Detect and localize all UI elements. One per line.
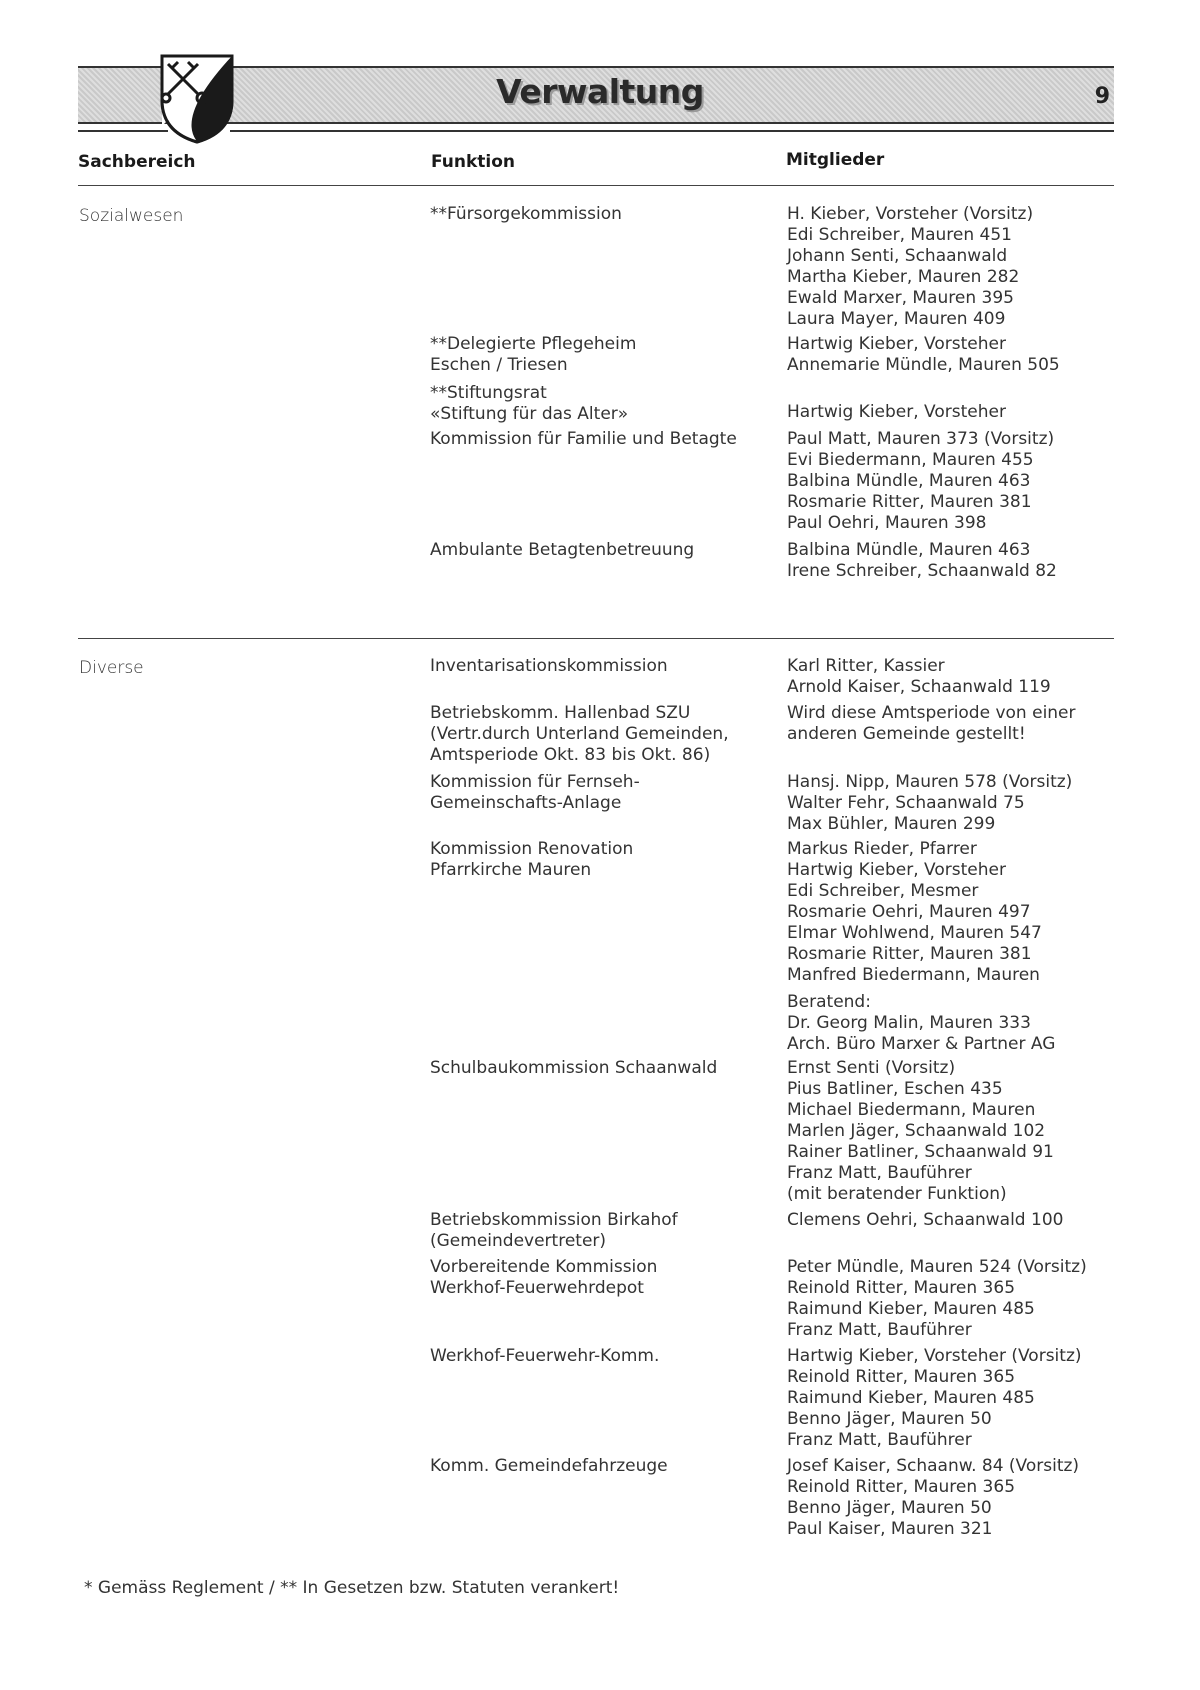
- member: Annemarie Mündle, Mauren 505: [787, 355, 1060, 375]
- member: Franz Matt, Bauführer: [787, 1430, 972, 1450]
- function-name: Betriebskomm. Hallenbad SZU (Vertr.durch Unterland Gemeinden, Amtsperiode Okt. 83 bis Okt. 86): [430, 703, 729, 765]
- member: Rosmarie Ritter, Mauren 381: [787, 492, 1032, 512]
- member: Irene Schreiber, Schaanwald 82: [787, 561, 1057, 581]
- member: Karl Ritter, Kassier: [787, 656, 945, 676]
- coat-of-arms-crossed-keys-icon: [158, 54, 236, 144]
- member: anderen Gemeinde gestellt!: [787, 724, 1026, 744]
- member: Peter Mündle, Mauren 524 (Vorsitz): [787, 1257, 1087, 1277]
- page-title: Verwaltung: [496, 72, 704, 111]
- member-list: [787, 334, 1127, 376]
- member: Arch. Büro Marxer & Partner AG: [787, 1034, 1056, 1054]
- member-list: [787, 402, 1127, 423]
- member: Edi Schreiber, Mesmer: [787, 881, 979, 901]
- member: Wird diese Amtsperiode von einer: [787, 703, 1076, 723]
- member: Reinold Ritter, Mauren 365: [787, 1367, 1016, 1387]
- member-list: [787, 204, 1127, 330]
- member-list: [787, 1346, 1127, 1451]
- function-name: Betriebskommission Birkahof (Gemeindevertreter): [430, 1210, 678, 1251]
- member: Manfred Biedermann, Mauren: [787, 965, 1040, 985]
- member: Benno Jäger, Mauren 50: [787, 1498, 992, 1518]
- member: Rainer Batliner, Schaanwald 91: [787, 1142, 1054, 1162]
- function-name: Vorbereitende Kommission Werkhof-Feuerwehrdepot: [430, 1257, 658, 1298]
- function-name: **Stiftungsrat «Stiftung für das Alter»: [430, 383, 629, 424]
- member: Beratend:: [787, 992, 871, 1012]
- function-name: Kommission Renovation Pfarrkirche Mauren: [430, 839, 634, 880]
- member: Marlen Jäger, Schaanwald 102: [787, 1121, 1046, 1141]
- member: Benno Jäger, Mauren 50: [787, 1409, 992, 1429]
- member: Balbina Mündle, Mauren 463: [787, 471, 1031, 491]
- member: Laura Mayer, Mauren 409: [787, 309, 1006, 329]
- member: (mit beratender Funktion): [787, 1184, 1007, 1204]
- member: Edi Schreiber, Mauren 451: [787, 225, 1012, 245]
- member: Hartwig Kieber, Vorsteher: [787, 334, 1006, 354]
- member: Ewald Marxer, Mauren 395: [787, 288, 1014, 308]
- function-name: **Delegierte Pflegeheim Eschen / Triesen: [430, 334, 637, 375]
- member: Franz Matt, Bauführer: [787, 1320, 972, 1340]
- member: Raimund Kieber, Mauren 485: [787, 1299, 1035, 1319]
- function-name: **Fürsorgekommission: [430, 204, 622, 224]
- member-list: [787, 772, 1127, 835]
- member: Hartwig Kieber, Vorsteher: [787, 860, 1006, 880]
- member: Paul Matt, Mauren 373 (Vorsitz): [787, 429, 1055, 449]
- member: Hartwig Kieber, Vorsteher (Vorsitz): [787, 1346, 1082, 1366]
- function-name: Werkhof-Feuerwehr-Komm.: [430, 1346, 660, 1366]
- member: Martha Kieber, Mauren 282: [787, 267, 1020, 287]
- function-name: Komm. Gemeindefahrzeuge: [430, 1456, 668, 1476]
- member: Dr. Georg Malin, Mauren 333: [787, 1013, 1031, 1033]
- member: Rosmarie Ritter, Mauren 381: [787, 944, 1032, 964]
- member: Reinold Ritter, Mauren 365: [787, 1278, 1016, 1298]
- member-list: [787, 429, 1127, 534]
- member: Ernst Senti (Vorsitz): [787, 1058, 956, 1078]
- member: Balbina Mündle, Mauren 463: [787, 540, 1031, 560]
- member-list: [787, 1257, 1127, 1341]
- member: Josef Kaiser, Schaanw. 84 (Vorsitz): [787, 1456, 1080, 1476]
- column-header-funktion: Funktion: [431, 152, 516, 172]
- header-rule: [78, 130, 168, 132]
- member: Walter Fehr, Schaanwald 75: [787, 793, 1025, 813]
- member: Evi Biedermann, Mauren 455: [787, 450, 1034, 470]
- member: Clemens Oehri, Schaanwald 100: [787, 1210, 1064, 1230]
- header-rule: [230, 130, 1114, 132]
- member: Michael Biedermann, Mauren: [787, 1100, 1036, 1120]
- member: Elmar Wohlwend, Mauren 547: [787, 923, 1042, 943]
- function-name: Kommission für Fernseh- Gemeinschafts-Anlage: [430, 772, 640, 813]
- function-name: Schulbaukommission Schaanwald: [430, 1058, 718, 1078]
- function-name: Kommission für Familie und Betagte: [430, 429, 737, 449]
- member: Markus Rieder, Pfarrer: [787, 839, 977, 859]
- member: H. Kieber, Vorsteher (Vorsitz): [787, 204, 1034, 224]
- member: Hartwig Kieber, Vorsteher: [787, 402, 1006, 422]
- member: Hansj. Nipp, Mauren 578 (Vorsitz): [787, 772, 1073, 792]
- function-name: Inventarisationskommission: [430, 656, 668, 676]
- member-list: [787, 656, 1127, 698]
- member-list: [787, 540, 1127, 582]
- page-number: 9: [1094, 84, 1110, 109]
- member: Pius Batliner, Eschen 435: [787, 1079, 1003, 1099]
- footnote: * Gemäss Reglement / ** In Gesetzen bzw. Statuten verankert!: [84, 1578, 620, 1598]
- section-divider: [78, 638, 1114, 639]
- member: Arnold Kaiser, Schaanwald 119: [787, 677, 1051, 697]
- member-list: [787, 1058, 1127, 1205]
- function-name: Ambulante Betagtenbetreuung: [430, 540, 695, 560]
- member-list: [787, 839, 1127, 1055]
- member-list: [787, 703, 1127, 745]
- member: Paul Oehri, Mauren 398: [787, 513, 987, 533]
- section-label-sozialwesen: Sozialwesen: [79, 206, 184, 226]
- column-header-mitglieder: Mitglieder: [786, 150, 885, 170]
- member: Franz Matt, Bauführer: [787, 1163, 972, 1183]
- member: Johann Senti, Schaanwald: [787, 246, 1008, 266]
- member: Reinold Ritter, Mauren 365: [787, 1477, 1016, 1497]
- column-header-sachbereich: Sachbereich: [78, 152, 196, 172]
- member-list: [787, 1456, 1127, 1540]
- member: Max Bühler, Mauren 299: [787, 814, 996, 834]
- section-label-diverse: Diverse: [79, 658, 144, 678]
- header-divider: [78, 185, 1114, 186]
- member: Rosmarie Oehri, Mauren 497: [787, 902, 1031, 922]
- member: Raimund Kieber, Mauren 485: [787, 1388, 1035, 1408]
- member-list: [787, 1210, 1127, 1231]
- member: Paul Kaiser, Mauren 321: [787, 1519, 993, 1539]
